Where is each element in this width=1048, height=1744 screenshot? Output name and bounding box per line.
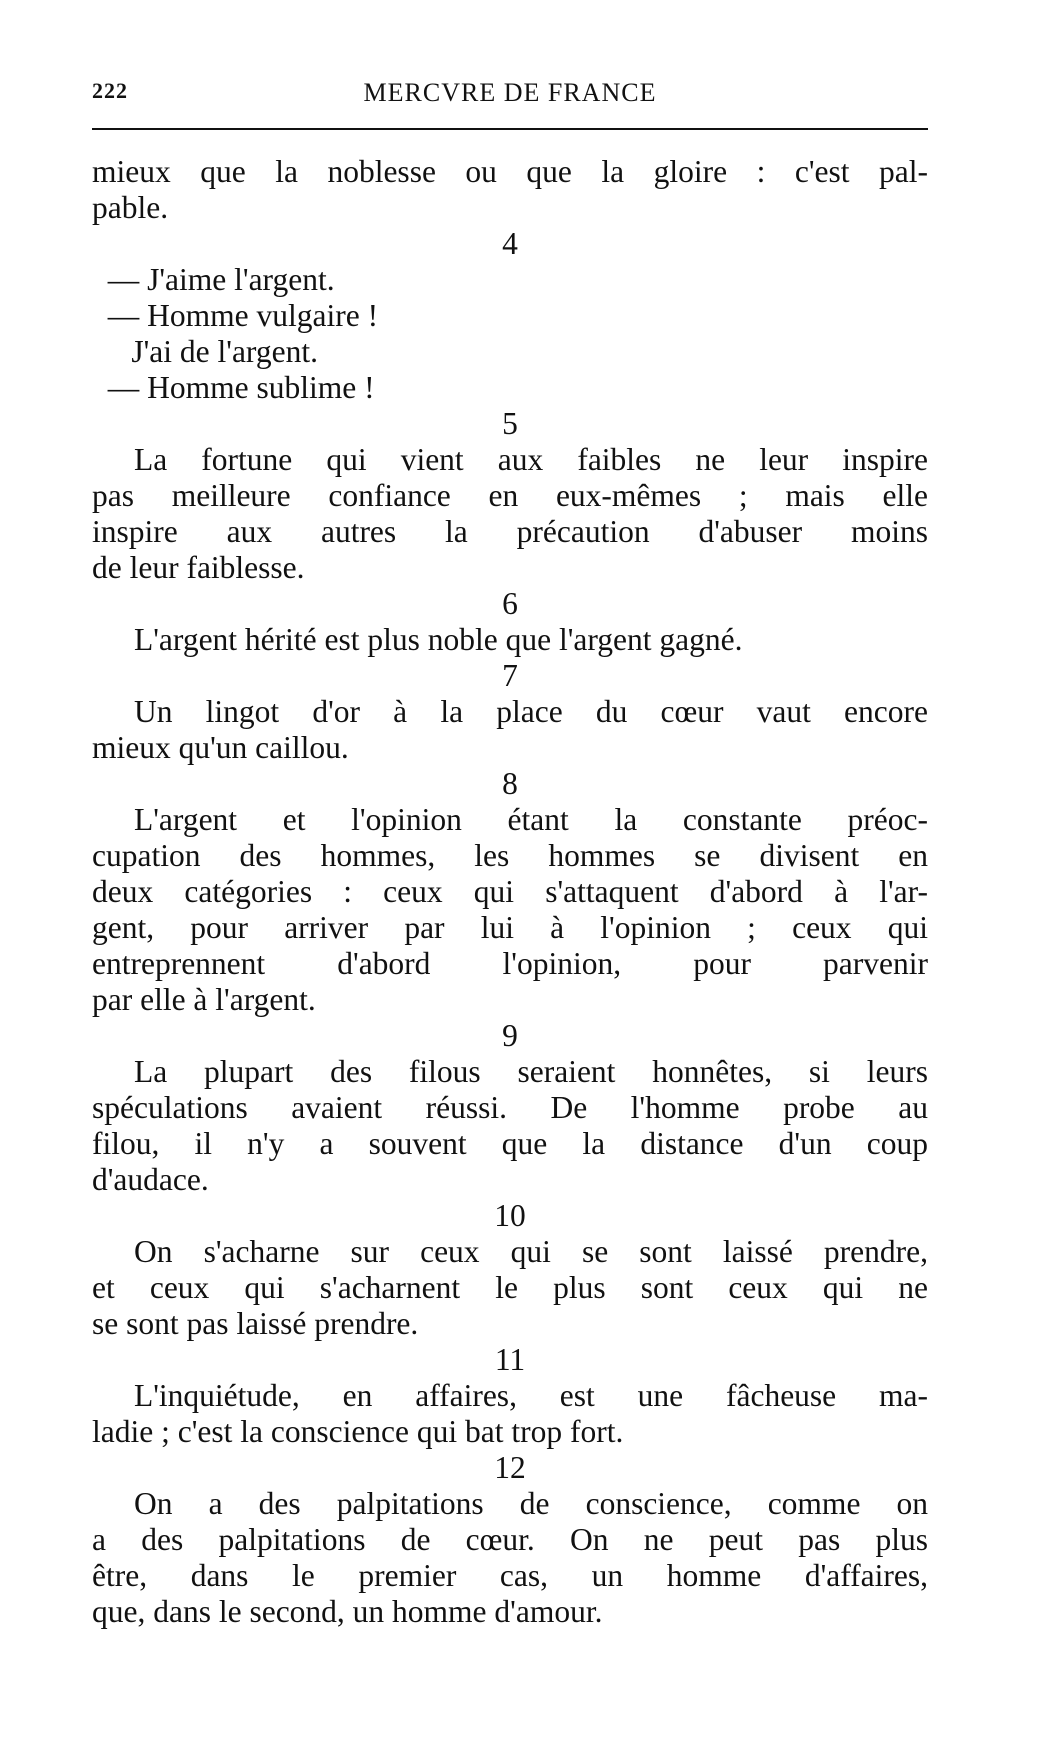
text-line: et ceux qui s'acharnent le plus sont ceux qui ne xyxy=(92,1270,928,1305)
text-line: pable. xyxy=(92,190,169,225)
text-line: deux catégories : ceux qui s'attaquent d'abord à l'ar- xyxy=(92,874,928,909)
text-line: spéculations avaient réussi. De l'homme probe au xyxy=(92,1090,928,1125)
running-title: MERCVRE DE FRANCE xyxy=(363,78,657,107)
paragraph xyxy=(92,154,928,226)
text-line: que, dans le second, un homme d'amour. xyxy=(92,1594,603,1629)
text-line: La plupart des filous seraient honnêtes, si leurs xyxy=(134,1054,928,1089)
section-number: 7 xyxy=(502,658,518,693)
dialogue-line: — J'aime l'argent. xyxy=(92,262,335,297)
section-number: 12 xyxy=(494,1450,526,1485)
paragraph xyxy=(92,694,928,766)
text-line: ladie ; c'est la conscience qui bat trop fort. xyxy=(92,1414,624,1449)
text-line: a des palpitations de cœur. On ne peut pas plus xyxy=(92,1522,928,1557)
running-header xyxy=(92,78,928,112)
paragraph xyxy=(92,622,928,658)
text-line: filou, il n'y a souvent que la distance d'un coup xyxy=(92,1126,928,1161)
paragraph xyxy=(92,802,928,1018)
page-number: 222 xyxy=(92,78,128,103)
dialogue-line: — Homme vulgaire ! xyxy=(92,298,379,333)
text-line: pas meilleure confiance en eux-mêmes ; mais elle xyxy=(92,478,928,513)
text-line: d'audace. xyxy=(92,1162,209,1197)
section-number: 9 xyxy=(502,1018,518,1053)
section-number: 4 xyxy=(502,226,518,261)
paragraph xyxy=(92,1486,928,1630)
paragraph xyxy=(92,442,928,586)
section-number: 5 xyxy=(502,406,518,441)
body-text xyxy=(92,154,928,1630)
text-line: par elle à l'argent. xyxy=(92,982,316,1017)
text-line: se sont pas laissé prendre. xyxy=(92,1306,419,1341)
text-line: L'argent et l'opinion étant la constante préoc- xyxy=(134,802,928,837)
dialogue-line: J'ai de l'argent. xyxy=(92,334,318,369)
section-number: 11 xyxy=(494,1342,526,1377)
dialogue-line: — Homme sublime ! xyxy=(92,370,375,405)
text-line: mieux que la noblesse ou que la gloire : c'est pal- xyxy=(92,154,928,189)
header-rule xyxy=(92,128,928,130)
section-number: 8 xyxy=(502,766,518,801)
text-line: gent, pour arriver par lui à l'opinion ; ceux qui xyxy=(92,910,928,945)
section-number: 10 xyxy=(494,1198,526,1233)
paragraph xyxy=(92,1054,928,1198)
text-line: L'argent hérité est plus noble que l'argent gagné. xyxy=(134,622,743,657)
text-line: être, dans le premier cas, un homme d'affaires, xyxy=(92,1558,928,1593)
paragraph xyxy=(92,1234,928,1342)
text-line: entreprennent d'abord l'opinion, pour parvenir xyxy=(92,946,928,981)
text-line: Un lingot d'or à la place du cœur vaut encore xyxy=(134,694,928,729)
text-line: cupation des hommes, les hommes se divisent en xyxy=(92,838,928,873)
text-line: de leur faiblesse. xyxy=(92,550,305,585)
text-line: On a des palpitations de conscience, comme on xyxy=(134,1486,928,1521)
section-number: 6 xyxy=(502,586,518,621)
text-line: La fortune qui vient aux faibles ne leur inspire xyxy=(134,442,928,477)
text-line: L'inquiétude, en affaires, est une fâcheuse ma- xyxy=(134,1378,928,1413)
text-line: inspire aux autres la précaution d'abuser moins xyxy=(92,514,928,549)
text-line: mieux qu'un caillou. xyxy=(92,730,349,765)
paragraph xyxy=(92,1378,928,1450)
text-line: On s'acharne sur ceux qui se sont laissé prendre, xyxy=(134,1234,928,1269)
dialogue-block xyxy=(92,262,928,406)
